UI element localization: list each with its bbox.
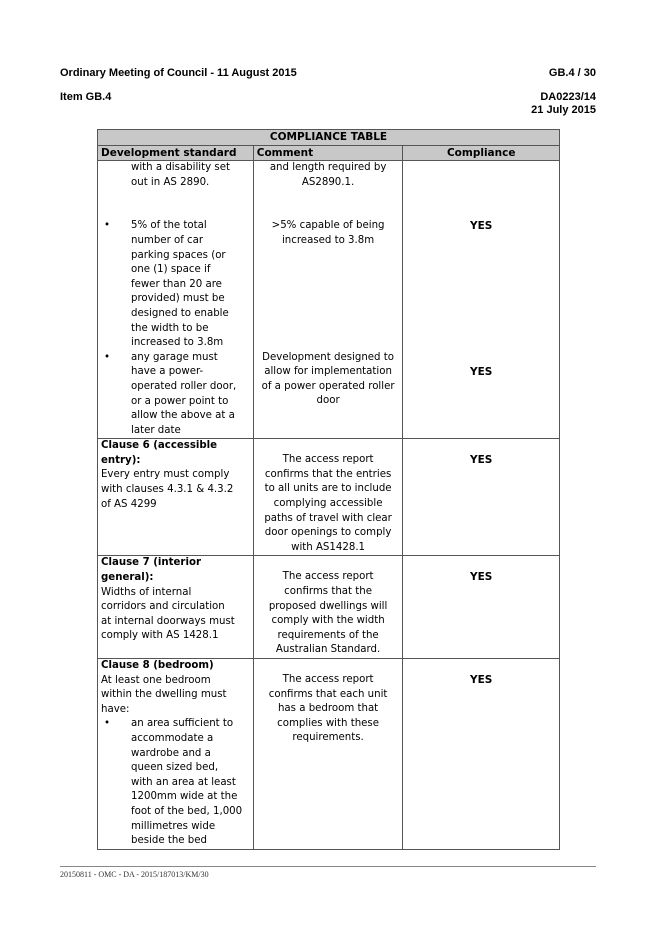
compliance-cell <box>403 659 560 850</box>
comment-cell: The access report confirms that the proposed dwellings will comply with the width requirements of the Australian Standard. <box>253 556 403 659</box>
table-title: COMPLIANCE TABLE <box>98 130 560 146</box>
compliance-cell <box>403 439 560 556</box>
compliance-table <box>97 129 560 850</box>
standard-cell: Clause 8 (bedroom) At least one bedroom within the dwelling must have: • an area sufficient to accommodate a wardrobe and a queen sized bed, with an area at least 1200mm wide at the foot of the bed, 1,000 millimetres wide beside the bed <box>98 659 254 850</box>
standard-cell: Clause 6 (accessible entry): Every entry must comply with clauses 4.3.1 & 4.3.2 of AS 4299 <box>98 439 254 556</box>
bullet-item: • an area sufficient to accommodate a wardrobe and a queen sized bed, with an area at least 1200mm wide at the foot of the bed, 1,000 millimetres wide beside the bed <box>104 718 243 847</box>
compliance-value: YES <box>470 674 493 686</box>
table-row <box>98 439 560 556</box>
table-row <box>98 161 560 439</box>
standard-cell: Clause 7 (interior general): Widths of internal corridors and circulation at internal doorways must comply with AS 1428.1 <box>98 556 254 659</box>
column-header-comment: Comment <box>253 145 403 161</box>
bullet-item: • any garage must have a power- operated roller door, or a power point to allow the above at a later date <box>104 351 237 436</box>
bullet-item: • 5% of the total number of car parking spaces (or one (1) space if fewer than 20 are provided) must be designed to enable the width to be increased to 3.8m <box>104 220 229 349</box>
comment-cell: The access report confirms that each unit has a bedroom that complies with these requirements. <box>253 659 403 850</box>
column-header-compliance: Compliance <box>403 145 560 161</box>
standard-text: with a disability set out in AS 2890. <box>131 162 230 188</box>
reference-block <box>531 91 596 117</box>
comment-cell: and length required by AS2890.1. >5% capable of being increased to 3.8m Development designed to allow for implementation of a power operated roller door <box>253 161 403 439</box>
clause-heading: Clause 6 (accessible entry): <box>101 440 218 466</box>
compliance-cell <box>403 556 560 659</box>
footer-reference: 20150811 - OMC - DA - 2015/187013/KM/30 <box>60 870 209 879</box>
compliance-value: YES <box>470 365 493 378</box>
page-number: GB.4 / 30 <box>548 67 596 79</box>
item-label: Item GB.4 <box>60 91 112 103</box>
table-row <box>98 556 560 659</box>
da-reference: DA0223/14 <box>540 91 596 103</box>
compliance-value: YES <box>470 454 493 467</box>
bullet-icon: • <box>104 220 111 232</box>
meeting-title: Ordinary Meeting of Council - 11 August 2015 <box>60 67 297 79</box>
report-date: 21 July 2015 <box>531 104 596 116</box>
bullet-icon: • <box>104 351 111 363</box>
standard-cell <box>98 161 254 439</box>
clause-heading: Clause 8 (bedroom) <box>101 660 214 671</box>
column-header-standard: Development standard <box>98 145 254 161</box>
table-title-row <box>98 130 560 146</box>
compliance-value: YES <box>470 220 493 233</box>
table-header-row <box>98 145 560 161</box>
bullet-icon: • <box>104 718 111 730</box>
footer-divider <box>60 866 596 867</box>
comment-cell: The access report confirms that the entries to all units are to include complying accessible paths of travel with clear door openings to comply with AS1428.1 <box>253 439 403 556</box>
clause-heading: Clause 7 (interior general): <box>101 557 201 584</box>
compliance-value: YES <box>470 571 493 584</box>
table-row <box>98 659 560 850</box>
compliance-cell <box>403 161 560 439</box>
